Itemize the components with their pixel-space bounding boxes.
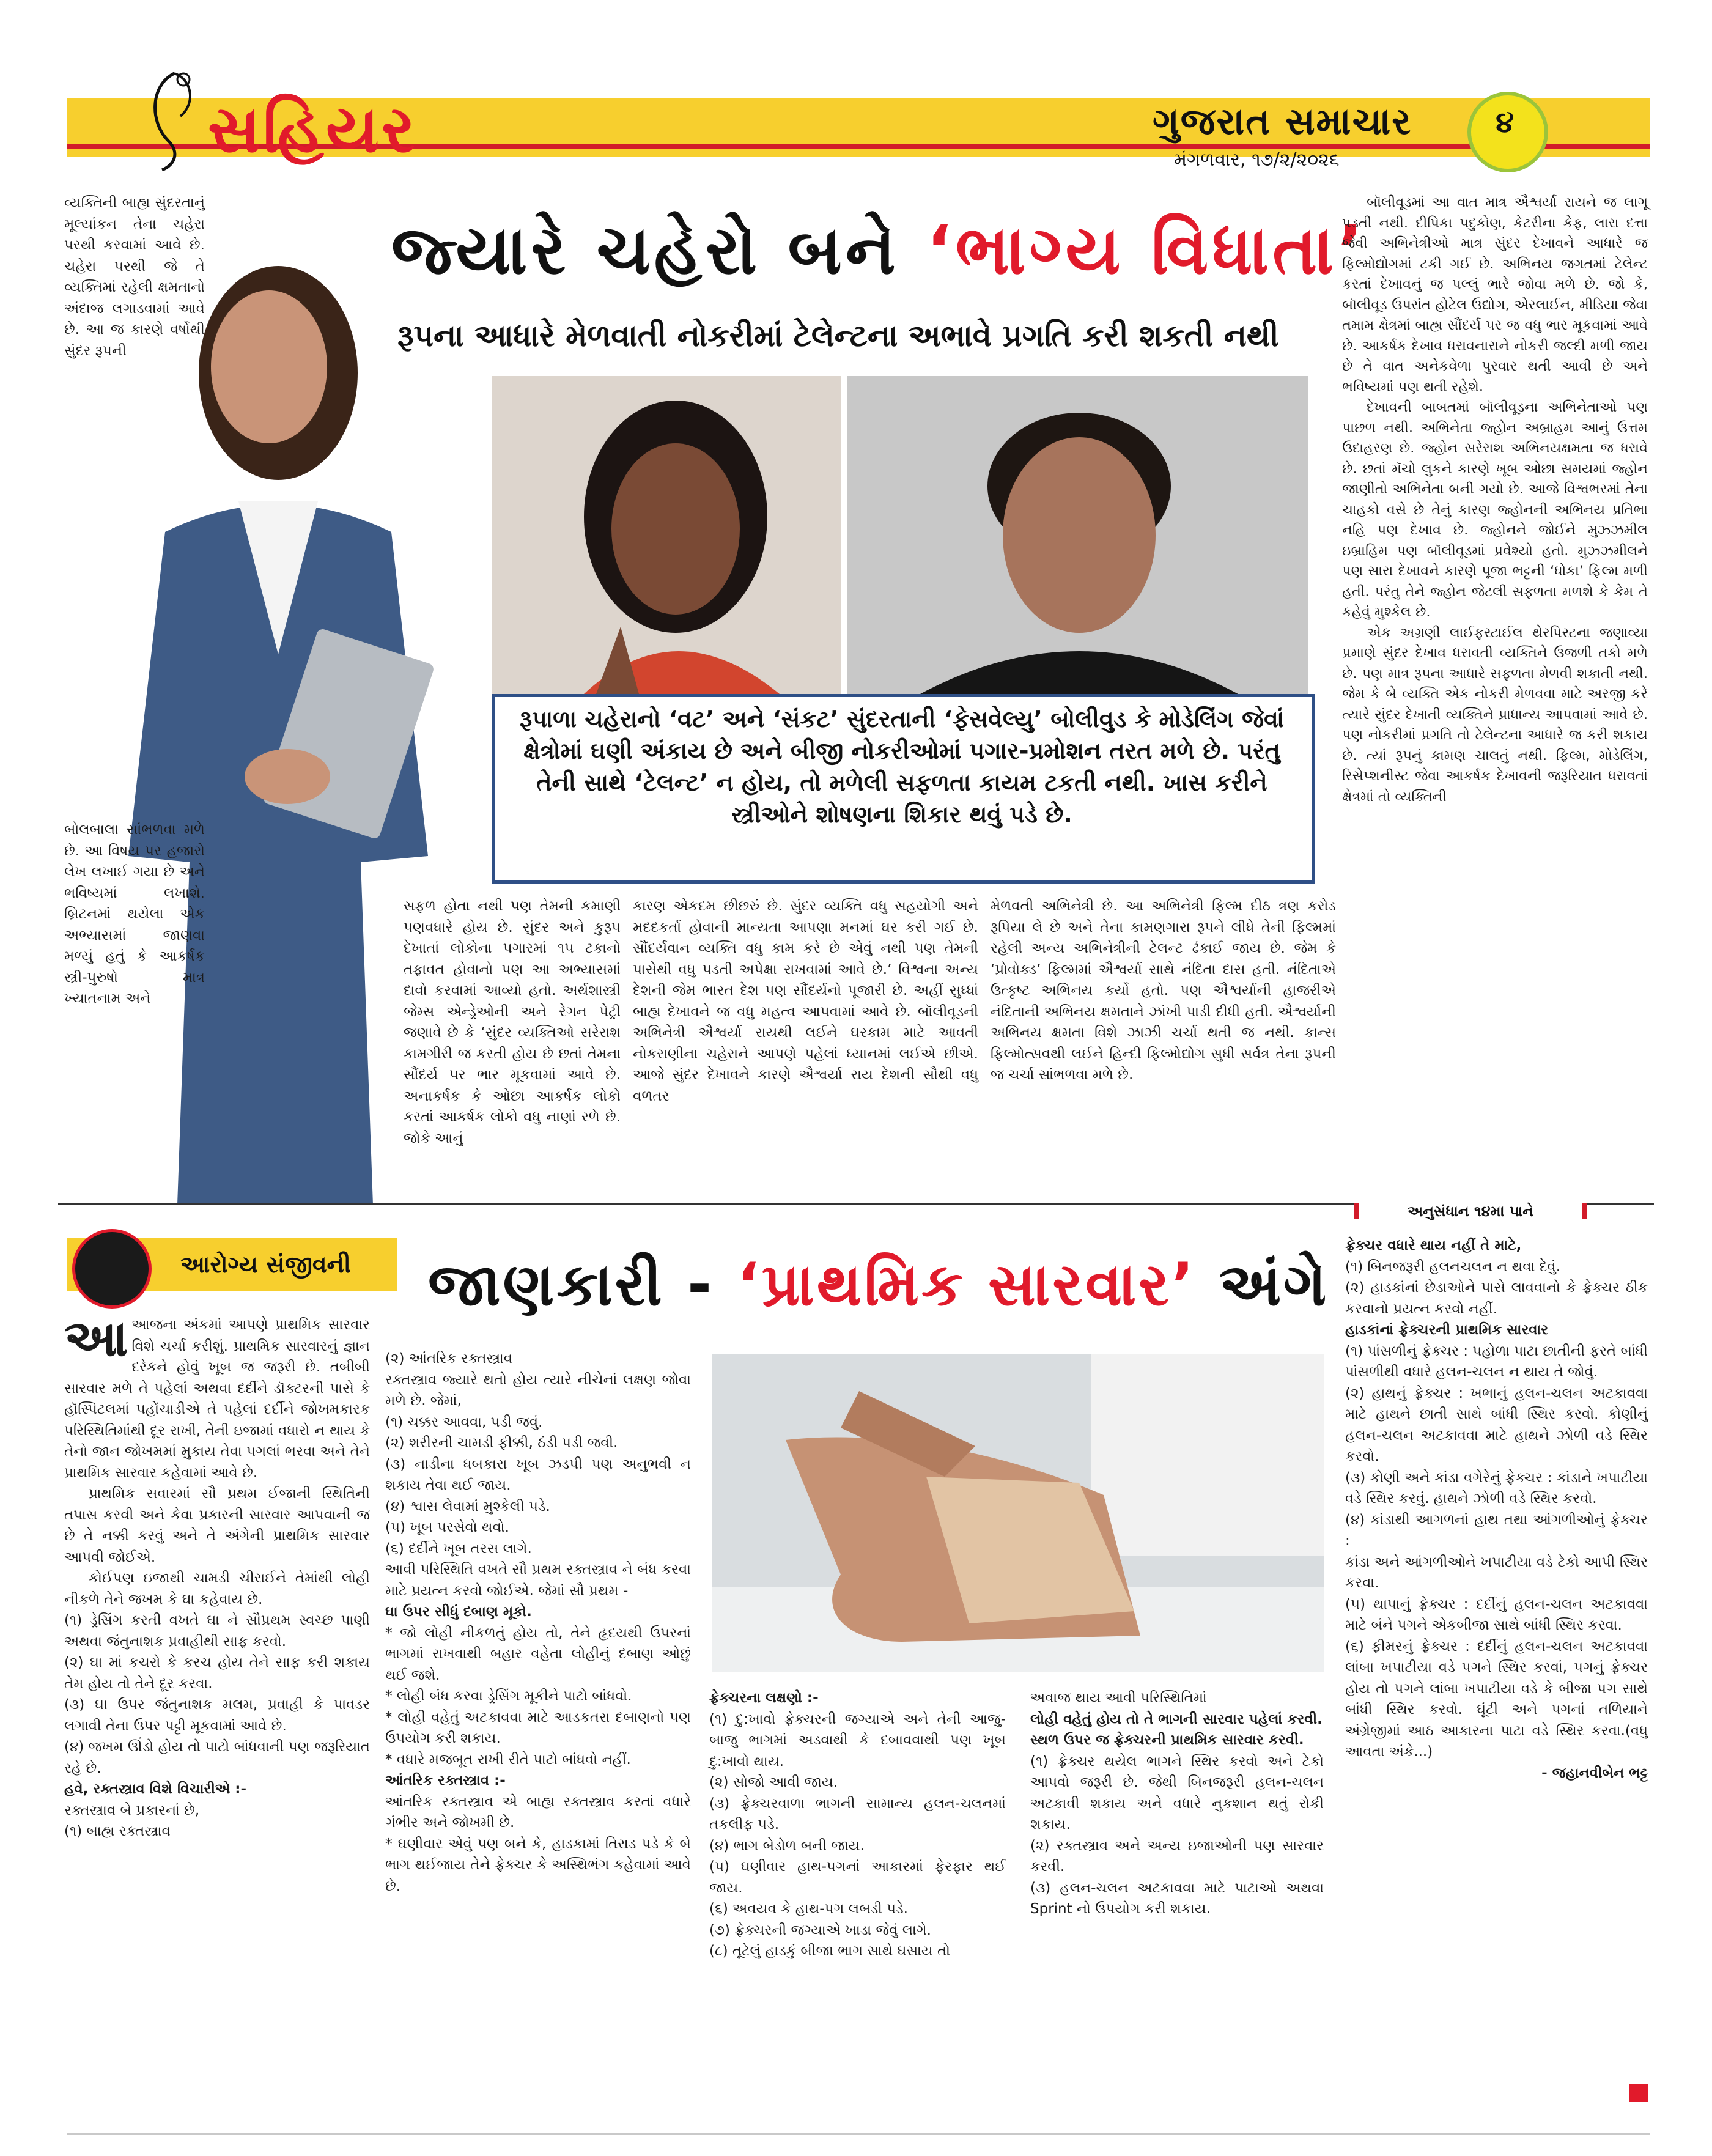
story2-col-3: ફ્રેક્ચરના લક્ષણો :- (૧) દુ:ખાવો ફ્રેક્ચરની જગ્યાએ અને તેની આજુ-બાજુ ભાગમાં અડવાથી કે દબાવવાથી પણ ખૂબ દુ:ખાવો થાય. (૨) સોજો આવી જાય. (૩) ફ્રેક્ચરવાળા ભાગની સામાન્ય હલન-ચલનમાં તકલીફ પડે. (૪) ભાગ બેડોળ બની જાય. (૫) ઘણીવાર હાથ-પગનાં આકારમાં ફેરફાર થઈ જાય. (૬) અવયવ કે હાથ-પગ લબડી પડે. (૭) ફ્રેક્ચરની જગ્યાએ ખાડા જેવું લાગે. (૮) તૂટેલું હાડકું બીજા ભાગ સાથે ઘસાય તો: [709, 1690, 1006, 1959]
story1-headline: જ્યારે ચહેરો બને ‘ભાગ્ય વિધાતા’: [391, 211, 1367, 289]
story2-col-4: અવાજ થાય આવી પરિસ્થિતિમાં લોહી વહેતું હોય તો તે ભાગની સારવાર પહેલાં કરવી. સ્થળ ઉપર જ ફ્રેક્ચરની પ્રાથમિક સારવાર કરવી. (૧) ફ્રેક્ચર થયેલ ભાગને સ્થિર કરવો અને ટેકો આપવો જરૂરી છે. જેથી બિનજરૂરી હલન-ચલન અટકાવી શકાય અને વધારે નુકશાન થતું રોકી શકાય. (૨) રક્તસ્ત્રાવ અને અન્ય ઇજાઓની પણ સારવાર કરવી. (૩) હલન-ચલન અટકાવવા માટે પાટાઓ અથવા Sprint નો ઉપયોગ કરી શકાય.: [1030, 1690, 1324, 1917]
footer-rule: [67, 2133, 1650, 2135]
logo-woman-icon: [138, 67, 205, 171]
pull-quote: રૂપાળા ચહેરાનો ‘વટ’ અને ‘સંકટ’ સુંદરતાની ‘ફેસવેલ્યુ’ બોલીવુડ કે મોડેલિંગ જેવાં ક્ષેત્રોમાં ઘણી અંકાય છે અને બીજી નોકરીઓમાં પગાર-પ્રમોશન તરત મળે છે. પરંતુ તેની સાથે ‘ટેલન્ટ’ ન હોય, તો મળેલી સફળતા કાયમ ટકતી નથી. ખાસ કરીને સ્ત્રીઓને શોષણના શિકાર થવું પડે છે.: [519, 706, 1285, 828]
story2-headline: જાણકારી - ‘પ્રાથમિક સારવાર’ અંગે: [428, 1250, 1329, 1319]
story2-col-1: આઆજના અંકમાં આપણે પ્રાથમિક સારવાર વિશે ચર્ચા કરીશું. પ્રાથમિક સારવારનું જ્ઞાન દરેકને હોવું ખૂબ જ જરૂરી છે. તબીબી સારવાર મળે તે પહેલાં અથવા દર્દીને ડૉક્ટરની પાસે કે હૉસ્પિટલમાં પહોંચાડીએ તે પહેલાં દર્દીને જોખમકારક પરિસ્થિતિમાંથી દૂર રાખી, તેની ઇજામાં વધારો ન થાય કે તેનો જાન જોખમમાં મુકાય તેવા પગલાં ભરવા અને તેને પ્રાથમિક સારવાર કહેવામાં આવે છે. પ્રાથમિક સવારમાં સૌ પ્રથમ ઈજાની સ્થિતિની તપાસ કરવી અને કેવા પ્રકારની સારવાર આપવાની જ છે તે નક્કી કરવું અને તે અંગેની પ્રાથમિક સારવાર આપવી જોઈએ. કોઈપણ ઇજાથી ચામડી ચીરાઈને તેમાંથી લોહી નીકળે તેને જખમ કે ઘા કહેવાય છે. (૧) ડ્રેસિંગ કરતી વખતે ઘા ને સૌપ્રથમ સ્વચ્છ પાણી અથવા જંતુનાશક પ્રવાહીથી સાફ કરવો. (૨) ઘા માં કચરો કે કરચ હોય તેને સાફ કરી શકાય તેમ હોય તો તેને દૂર કરવા. (૩) ઘા ઉપર જંતુનાશક મલમ, પ્રવાહી કે પાવડર લગાવી તેના ઉપર પટ્ટી મૂકવામાં આવે છે. (૪) જખમ ઊંડો હોય તો પાટો બાંધવાની પણ જરૂરિયાત રહે છે. હવે, રક્તસ્ત્રાવ વિશે વિચારીએ :- રક્તસ્ત્રાવ બે પ્રકારનાં છે, (૧) બાહ્ય રક્તસ્ત્રાવ: [64, 1310, 370, 1839]
story2-col-5: ફ્રેક્ચર વધારે થાય નહીં તે માટે, (૧) બિનજરૂરી હલનચલન ન થવા દેવું. (૨) હાડકાંનાં છેડાઓને પાસે લાવવાનો કે ફ્રેક્ચર ઠીક કરવાનો પ્રયત્ન કરવો નહીં. હાડકાંનાં ફ્રેક્ચરની પ્રાથમિક સારવાર (૧) પાંસળીનું ફ્રેક્ચર : પહોળા પાટા છાતીની ફરતે બાંધી પાંસળીથી વધારે હલન-ચલન ન થાય તે જોવું. (૨) હાથનું ફ્રેક્ચર : ખભાનું હલન-ચલન અટકાવવા માટે હાથને છાતી સાથે બાંધી સ્થિર કરવો. કોણીનું હલન-ચલન અટકાવવા માટે હાથને ઝોળી વડે સ્થિર કરવો. (૩) કોણી અને કાંડા વગેરેનું ફ્રેક્ચર : કાંડાને ખપાટીયા વડે સ્થિર કરવું. હાથને ઝોળી વડે સ્થિર કરવો. (૪) કાંડાથી આગળનાં હાથ તથા આંગળીઓનું ફ્રેક્ચર : કાંડા અને આંગળીઓને ખપાટીયા વડે ટેકો આપી સ્થિર કરવા. (૫) થાપાનું ફ્રેક્ચર : દર્દીનું હલન-ચલન અટકાવવા માટે બંને પગને એકબીજા સાથે બાંધી સ્થિર કરવા. (૬) ફીમરનું ફ્રેક્ચર : દર્દીનું હલન-ચલન અટકાવવા લાંબા ખપાટીયા વડે પગને સ્થિર કરવાં, પગનું ફ્રેક્ચર હોય તો પગને લાંબા ખપાટીયા વડે કે બીજા પગ સાથે બાંધી સ્થિર કરવો. ઘૂંટી અને પગનાં તળિયાને અંગ્રેજીમાં આઠ આકારના પાટા વડે સ્થિર કરવા.(વધુ આવતા અંકે...) - જહાનવીબેન ભટ્ટ: [1345, 1235, 1648, 1784]
story1-col-right: બૉલીવૂડમાં આ વાત માત્ર ઐશ્વર્યા રાયને જ લાગૂ પડતી નથી. દીપિકા પદુકોણ, કેટરીના કેફ, લારા દત્તા જેવી અભિનેત્રીઓ માત્ર સુંદર દેખાવને આધારે જ ફિલ્મોદ્યોગમાં ટકી ગઈ છે. અભિનય જગતમાં ટેલેન્ટ કરતાં દેખાવનું જ પલ્લું ભારે જોવા મળે છે. જો કે, બૉલીવૂડ ઉપરાંત હોટેલ ઉદ્યોગ, એરલાઈન, મીડિયા જેવા તમામ ક્ષેત્રમાં બાહ્ય સૌંદર્ય પર જ વધુ ભાર મૂકવામાં આવે છે. આકર્ષક દેખાવ ધરાવનારાને નોકરી જલ્દી મળી જાય છે તે વાત અનેકવેળા પુરવાર થતી આવી છે અને ભવિષ્યમાં પણ થતી રહેશે. દેખાવની બાબતમાં બૉલીવૂડના અભિનેતાઓ પણ પાછળ નથી. અભિનેતા જ્હોન અબ્રાહમ આનું ઉત્તમ ઉદાહરણ છે. જ્હોન સરેરાશ અભિનયક્ષમતા જ ધરાવે છે. છતાં મૅચો લુકને કારણે ખૂબ ઓછા સમયમાં જ્હોન જાણીતો અભિનેતા બની ગયો છે. આજે વિશ્વભરમાં તેના ચાહકો વસે છે તેનું કારણ જ્હોનની અભિનય પ્રતિભા નહિ પણ દેખાવ છે. જ્હોનને જોઈને મુઝ્ઝમીલ ઇબ્રાહિમ પણ બૉલીવૂડમાં પ્રવેશ્યો હતો. મુઝ્ઝમીલને પણ સારા દેખાવને કારણે પૂજા ભટ્ટની ‘ધોકા’ ફિલ્મ મળી હતી. પરંતુ તેને જ્હોન જેટલી સફળતા મળશે કે કેમ તે કહેવું મુશ્કેલ છે. એક અગ્રણી લાઈફસ્ટાઈલ થેરપિસ્ટના જણાવ્યા પ્રમાણે સુંદર દેખાવ ધરાવતી વ્યક્તિને ઉજળી તકો મળે છે. પણ માત્ર રૂપના આધારે સફળતા મેળવી શકાતી નથી. જેમ કે બે વ્યક્તિ એક નોકરી મેળવવા માટે અરજી કરે ત્યારે સુંદર દેખાતી વ્યક્તિને પ્રાધાન્ય આપવામાં આવે છે. પણ નોકરીમાં પ્રગતિ તો ટેલેન્ટના આધારે જ કરી શકાય છે. ત્યાં રૂપનું કામણ ચાલતું નથી. ફિલ્મ, મોડેલિંગ, રિસેપ્શનીસ્ટ જેવા આકર્ષક દેખાવની જરૂરિયાત ધરાવતાં ક્ષેત્રમાં તો વ્યક્તિની: [1342, 194, 1648, 805]
story1-col-4: મેળવતી અભિનેત્રી છે. આ અભિનેત્રી ફિલ્મ દીઠ ત્રણ કરોડ રૂપિયા લે છે અને તેના કામણગારા રૂપને લીધે તેની ફિલ્મમાં રહેલી અન્ય અભિનેત્રીની ટેલન્ટ ઢંકાઈ જાય છે. જેમ કે ‘પ્રોવોક્ડ’ ફિલ્મમાં ઐશ્વર્યા સાથે નંદિતા દાસ હતી. નંદિતાએ ઉત્કૃષ્ટ અભિનય કર્યો હતો. પણ ઐશ્વર્યાની હાજરીએ નંદિતાની અભિનય ક્ષમતાને ઝાંખી પાડી દીધી હતી. ઐશ્વર્યાની અભિનય ક્ષમતા વિશે ઝાઝી ચર્ચા થતી જ નથી. કાન્સ ફિલ્મોત્સવથી લઈને હિન્દી ફિલ્મોદ્યોગ સુધી સર્વત્ર તેના રૂપની જ ચર્ચા સાંભળવા મળે છે.: [991, 898, 1336, 1083]
page-number: ૪: [1496, 105, 1514, 139]
actress-photo: [492, 376, 841, 694]
bandaged-ankle-photo: [712, 1354, 1324, 1672]
story1-col-2: સફળ હોતા નથી પણ તેમની કમાણી પણવધારે હોય છે. સુંદર અને કુરૂપ દેખાતાં લોકોના પગારમાં ૧૫ ટકાનો તફાવત હોવાનો પણ આ અભ્યાસમાં દાવો કરવામાં આવ્યો હતો. અર્થશાસ્ત્રી જેમ્સ એન્ડ્રેઓની અને રેગન પેટ્રી જણાવે છે કે ‘સુંદર વ્યક્તિઓ સરેરાશ કામગીરી જ કરતી હોય છે છતાં તેમના સૌંદર્ય પર ભાર મૂકવામાં આવે છે. અનાકર્ષક કે ઓછા આકર્ષક લોકો કરતાં આકર્ષક લોકો વધુ નાણાં રળે છે. જોકે આનું: [404, 898, 621, 1146]
section-logo: સહિયર: [208, 92, 418, 167]
end-square-icon: [1629, 2084, 1648, 2102]
section-badge-label: આરોગ્ય સંજીવની: [180, 1251, 351, 1278]
drop-cap: આ: [64, 1310, 128, 1368]
byline: - જહાનવીબેન ભટ્ટ: [1541, 1765, 1648, 1781]
issue-date: મંગળવાર, ૧૭/૨/૨૦૨૬: [1174, 149, 1340, 171]
story1-col-left-bottom: બોલબાલા સાંભળવા મળે છે. આ વિષય પર હજારો લેખ લખાઈ ગયા છે અને ભવિષ્યમાં લખાશે. બ્રિટનમાં થયેલા એક અભ્યાસમાં જાણવા મળ્યું હતું કે આકર્ષક સ્ત્રી-પુરુષો માત્ર ખ્યાતનામ અને: [64, 822, 205, 1006]
newspaper-name: ગુજરાત સમાચાર: [1153, 100, 1412, 143]
actor-photo: [847, 376, 1308, 694]
continued-note: અનુસંધાન ૧૪મા પાને: [1354, 1200, 1587, 1223]
story2-col-2: (૨) આંતરિક રક્તસ્ત્રાવ રક્તસ્ત્રાવ જ્યારે થતો હોય ત્યારે નીચેનાં લક્ષણ જોવા મળે છે. જેમાં, (૧) ચક્કર આવવા, પડી જવું. (૨) શરીરની ચામડી ફીક્કી, ઠંડી પડી જવી. (૩) નાડીના ધબકારા ખૂબ ઝડપી પણ અનુભવી ન શકાય તેવા થઈ જાય. (૪) શ્વાસ લેવામાં મુશ્કેલી પડે. (૫) ખૂબ પરસેવો થવો. (૬) દર્દીને ખૂબ તરસ લાગે. આવી પરિસ્થિતિ વખતે સૌ પ્રથમ રક્તસ્ત્રાવ ને બંધ કરવા માટે પ્રયત્ન કરવો જોઈએ. જેમાં સૌ પ્રથમ - ઘા ઉપર સીધું દબાણ મૂકો. * જો લોહી નીકળતું હોય તો, તેને હૃદયથી ઉપરનાં ભાગમાં રાખવાથી બહાર વહેતા લોહીનું દબાણ ઓછું થઈ જશે. * લોહી બંધ કરવા ડ્રેસિંગ મૂકીને પાટો બાંધવો. * લોહી વહેતું અટકાવવા માટે આડકતરા દબાણનો પણ ઉપયોગ કરી શકાય. * વધારે મજબૂત રાખી રીતે પાટો બાંધવો નહીં. આંતરિક રક્તસ્ત્રાવ :- આંતરિક રક્તસ્ત્રાવ એ બાહ્ય રક્તસ્ત્રાવ કરતાં વધારે ગંભીર અને જોખમી છે. * ઘણીવાર એવું પણ બને કે, હાડકામાં તિરાડ પડે કે બે ભાગ થઈજાય તેને ફ્રેક્ચર કે અસ્થિભંગ કહેવામાં આવે છે.: [385, 1351, 691, 1894]
story1-col-3: કારણ એકદમ છીછરું છે. સુંદર વ્યક્તિ વધુ સહયોગી અને મદદકર્તા હોવાની માન્યતા આપણા મનમાં ઘર કરી ગઈ છે. સૌંદર્યવાન વ્યક્તિ વધુ કામ કરે છે એવું નથી પણ તેમની પાસેથી વધુ પડતી અપેક્ષા રાખવામાં આવે છે.’ વિશ્વના અન્ય દેશની જેમ ભારત દેશ પણ સૌંદર્યનો પૂજારી છે. અહીં સુધ્ધાં બાહ્ય દેખાવને જ વધુ મહત્વ આપવામાં આવે છે. બૉલીવૂડની અભિનેત્રી ઐશ્વર્યા રાયથી લઈને ઘરકામ માટે આવતી નોકરાણીના ચહેરાને આપણે પહેલાં ધ્યાનમાં લઈએ છીએ. આજે સુંદર દેખાવને કારણે ઐશ્વર્યા રાય દેશની સૌથી વધુ વળતર: [633, 898, 978, 1104]
woman-face-icon: [72, 1229, 152, 1309]
story1-col-left-top: વ્યક્તિની બાહ્ય સુંદરતાનું મૂલ્યાંકન તેના ચહેરા પરથી કરવામાં આવે છે. ચહેરા પરથી જે તે વ્યક્તિમાં રહેલી ક્ષમતાનો અંદાજ લગાડવામાં આવે છે. આ જ કારણે વર્ષોથી સુંદર રૂપની: [64, 195, 205, 359]
story1-subheadline: રૂપના આધારે મેળવાતી નોકરીમાં ટેલેન્ટના અભાવે પ્રગતિ કરી શકતી નથી: [397, 318, 1279, 353]
